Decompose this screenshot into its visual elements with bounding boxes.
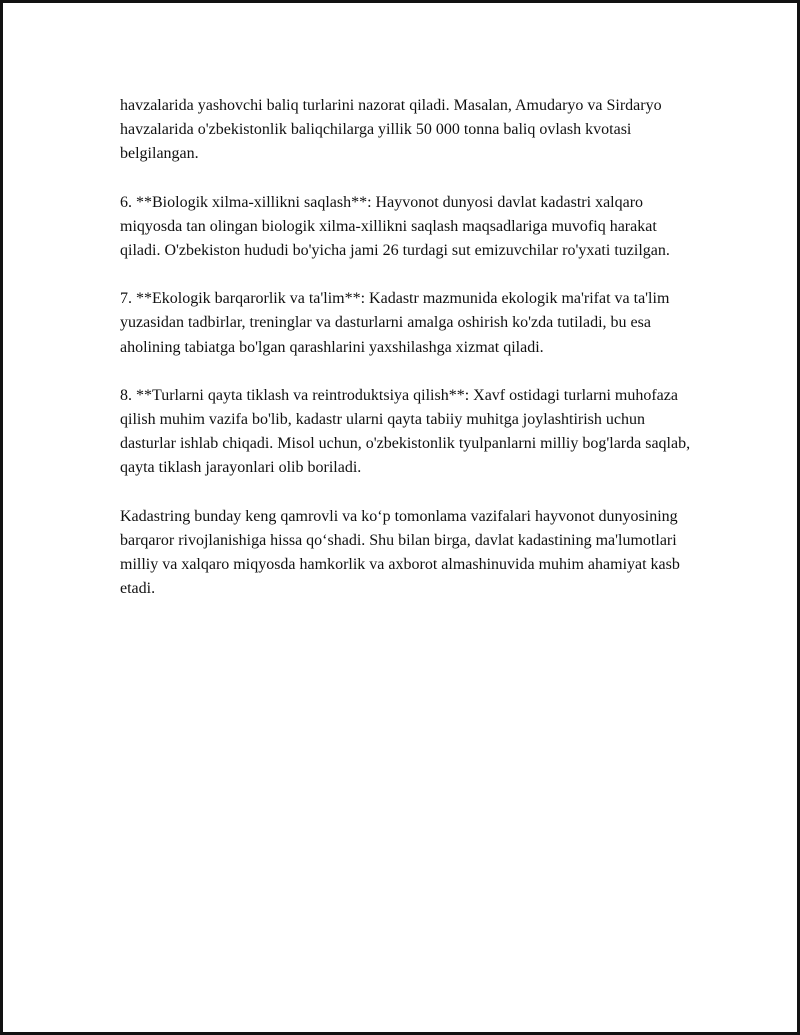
paragraph-reintroduction: 8. **Turlarni qayta tiklash va reintroduktsiya qilish**: Xavf ostidagi turlarni muhofaza qilish muhim vazifa bo'lib, kadastr ularni qayta tabiiy muhitga joylashtirish uchun dasturlar ishlab chiqadi. Misol uchun, o'zbekistonlik tyulpanlarni milliy bog'larda saqlab, qayta tiklash jarayonlari olib boriladi. (120, 386, 691, 477)
document-body (120, 94, 700, 625)
paragraph-conclusion: Kadastring bunday keng qamrovli va ko‘p tomonlama vazifalari hayvonot dunyosining barqaror rivojlanishiga hissa qo‘shadi. Shu bilan birga, davlat kadastining ma'lumotlari milliy va xalqaro miqyosda hamkorlik va axborot almashinuvida muhim ahamiyat kasb etadi. (120, 507, 680, 598)
paragraph-biodiversity: 6. **Biologik xilma-xillikni saqlash**: Hayvonot dunyosi davlat kadastri xalqaro miqyosda tan olingan biologik xilma-xillikni saqlash maqsadlariga muvofiq harakat qiladi. O'zbekiston hududi bo'yicha jami 26 turdagi sut emizuvchilar ro'yxati tuzilgan. (120, 193, 670, 260)
paragraph-ecological-education: 7. **Ekologik barqarorlik va ta'lim**: Kadastr mazmunida ekologik ma'rifat va ta'lim yuzasidan tadbirlar, treninglar va dasturlarni amalga oshirish ko'zda tutiladi, bu esa aholining tabiatga bo'lgan qarashlarini yaxshilashga xizmat qiladi. (120, 290, 670, 356)
paragraph-fishing-quota: havzalarida yashovchi baliq turlarini nazorat qiladi. Masalan, Amudaryo va Sirdaryo havzalarida o'zbekistonlik baliqchilarga yillik 50 000 tonna baliq ovlash kvotasi belgilangan. (120, 97, 662, 163)
